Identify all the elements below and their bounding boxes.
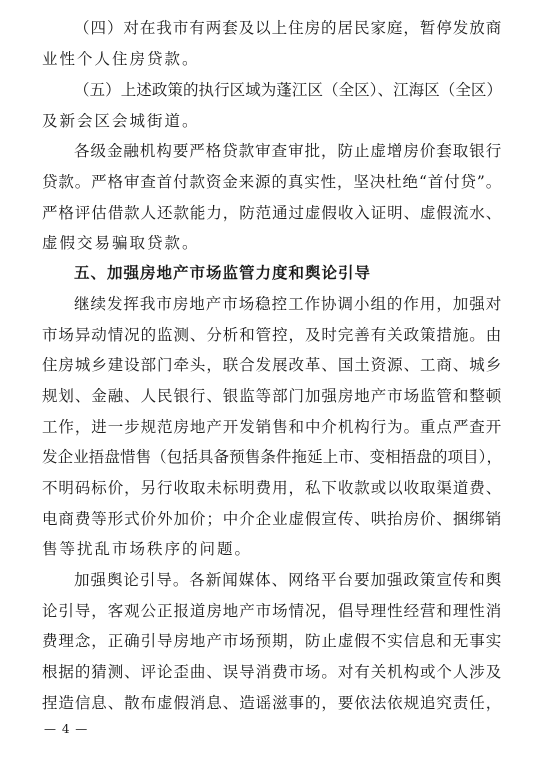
paragraph-supervision-line-9: 售等扰乱市场秩序的问题。 — [42, 540, 253, 558]
paragraph-opinion-line-2: 论引导，客观公正报道房地产市场情况，倡导理性经营和理性消 — [42, 602, 502, 620]
paragraph-supervision-line-8: 电商费等形式价外加价；中介企业虚假宣传、哄抬房价、捆绑销 — [42, 510, 502, 528]
paragraph-finance-line-1: 各级金融机构要严格贷款审查审批，防止虚增房价套取银行 — [74, 142, 502, 160]
section-5-heading: 五、加强房地产市场监管力度和舆论引导 — [74, 264, 372, 282]
paragraph-supervision-line-1: 继续发挥我市房地产市场稳控工作协调小组的作用，加强对 — [74, 295, 502, 313]
paragraph-5-line-1: （五）上述政策的执行区域为蓬江区（全区）、江海区（全区） — [74, 81, 502, 99]
paragraph-opinion-line-5: 捏造信息、散布虚假消息、造谣滋事的，要依法依规追究责任， — [42, 694, 502, 712]
paragraph-finance-line-4: 虚假交易骗取贷款。 — [42, 234, 200, 252]
paragraph-5-line-2: 及新会区会城街道。 — [42, 112, 200, 130]
paragraph-opinion-line-3: 费理念，正确引导房地产市场预期，防止虚假不实信息和无事实 — [42, 632, 502, 650]
paragraph-4-line-1: （四）对在我市有两套及以上住房的居民家庭，暂停发放商 — [74, 19, 502, 37]
paragraph-supervision-line-2: 市场异动情况的监测、分析和管控，及时完善有关政策措施。由 — [42, 326, 502, 344]
paragraph-supervision-line-7: 不明码标价，另行收取未标明费用，私下收款或以收取渠道费、 — [42, 479, 502, 497]
paragraph-supervision-line-3: 住房城乡建设部门牵头，联合发展改革、国土资源、工商、城乡 — [42, 356, 502, 374]
paragraph-opinion-line-4: 根据的猜测、评论歪曲、误导消费市场。对有关机构或个人涉及 — [42, 663, 502, 681]
paragraph-finance-line-2: 贷款。严格审查首付款资金来源的真实性，坚决杜绝“首付贷”。 — [42, 173, 502, 191]
paragraph-supervision-line-5: 工作，进一步规范房地产开发销售和中介机构行为。重点严查开 — [42, 418, 502, 436]
paragraph-supervision-line-4: 规划、金融、人民银行、银监等部门加强房地产市场监管和整顿 — [42, 387, 502, 405]
paragraph-finance-line-3: 严格评估借款人还款能力，防范通过虚假收入证明、虚假流水、 — [42, 204, 502, 222]
page-number: — 4 — — [44, 722, 89, 736]
paragraph-opinion-line-1: 加强舆论引导。各新闻媒体、网络平台要加强政策宣传和舆 — [74, 571, 502, 589]
paragraph-4-line-2: 业性个人住房贷款。 — [42, 50, 200, 68]
paragraph-supervision-line-6: 发企业捂盘惜售（包括具备预售条件拖延上市、变相捂盘的项目）， — [42, 448, 502, 466]
